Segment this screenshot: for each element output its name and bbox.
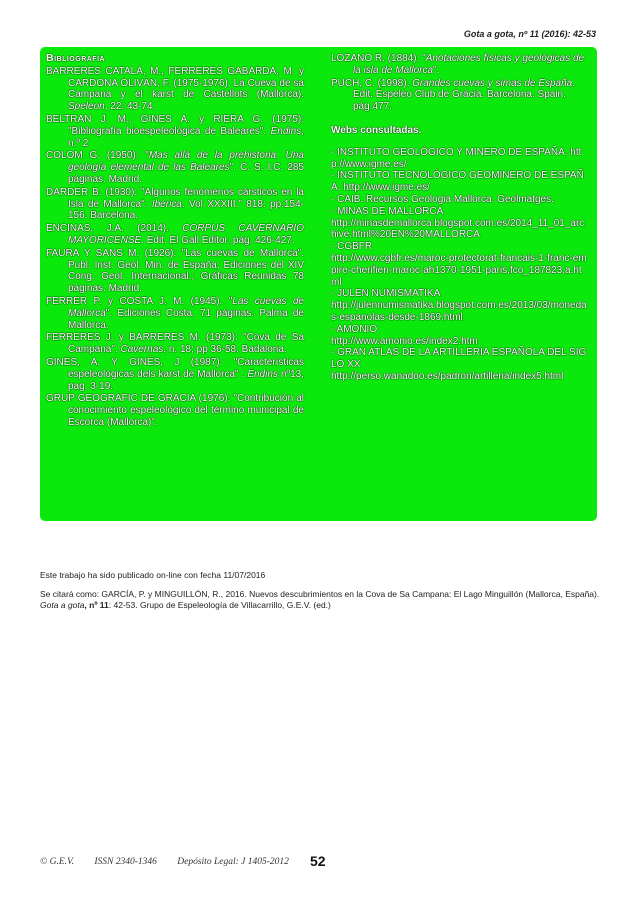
reference-entry xyxy=(331,53,589,77)
citation-issue: , nº 11 xyxy=(84,600,109,610)
reference-italic-part: Grandes cuevas y simas de España xyxy=(412,77,573,89)
footer-deposito: Depósito Legal: J 1405-2012 xyxy=(177,857,289,867)
reference-entry xyxy=(46,223,304,247)
reference-text-part: ENCINAS, J.A. (2014). xyxy=(46,223,183,235)
website-name: - AMONIO xyxy=(331,323,378,335)
footer-copyright: © G.E.V. xyxy=(40,857,74,867)
website-name: - GRAN ATLAS DE LA ARTILLERÍA ESPAÑOLA DEL SIGLO XX xyxy=(331,347,587,371)
reference-text-part: . Edit. Espeleo Club de Gràcia. Barcelona. Spain. pág.477. xyxy=(353,77,576,113)
reference-text-part: ". Ediciones Costa. 71 páginas. Palma de Mallorca. xyxy=(68,307,304,331)
reference-italic-part: Speleon xyxy=(68,101,105,113)
reference-text-part: FERRERES J. y BARRERES M. (1973): "Cova de Sa Campana". xyxy=(46,332,304,356)
website-name: - CGBFR xyxy=(331,241,373,253)
bibliography-title: Bibliografía xyxy=(46,52,106,64)
citation-pages: : 42-53. Grupo de Espeleología de Villacarrillo, G.E.V. (ed.) xyxy=(108,600,331,610)
reference-text-part: LOZANO R. (1884): " xyxy=(331,53,426,64)
reference-italic-part: Ibérica xyxy=(151,198,182,210)
reference-entry xyxy=(46,187,304,222)
citation-text: Se citará como: GARCÍA, P. y MINGUILLÓN, R., 2016. Nuevos descubrimientos en la Cova de Sa Campana: El Lago Minguillón (Mallorca, España). xyxy=(40,589,600,599)
reference-italic-part: Endins xyxy=(270,125,302,137)
reference-text-part: FERRER P. y COSTA J. M. (1945). " xyxy=(46,295,233,307)
reference-text-part: PUCH, C. (1998). xyxy=(331,77,413,89)
reference-entry xyxy=(46,393,304,428)
reference-text-part: ". xyxy=(433,64,440,76)
running-header: Gota a gota, nº 11 (2016): 42-53 xyxy=(463,29,596,39)
left-reference-list xyxy=(46,66,304,429)
citation-note xyxy=(40,589,600,611)
website-url[interactable]: http://www.amonio.es/index2.htm xyxy=(331,335,478,347)
bibliography-left-column xyxy=(46,53,304,430)
website-name: - CAIB. Recursos Geologia Mallorca. Geolmatges. xyxy=(331,193,554,205)
right-reference-list xyxy=(331,53,589,113)
reference-entry xyxy=(46,114,304,149)
reference-text-part: ". C. S. I.C. 285 páginas. Madrid. xyxy=(68,162,304,185)
website-url[interactable]: http://minasdemallorca.blogspot.com.es/2014_11_01_archive.html%20EN%20MALLORCA xyxy=(331,217,585,241)
website-list xyxy=(331,147,589,383)
reference-entry xyxy=(46,248,304,295)
reference-entry xyxy=(46,332,304,356)
reference-entry xyxy=(46,296,304,331)
reference-text-part: COLOM G. (1950): " xyxy=(46,150,149,162)
website-name: - INSTITUTO GEOLÓGICO Y MINERO DE ESPAÑA. http://www.igme.es/ xyxy=(331,146,582,170)
reference-entry xyxy=(331,78,589,113)
reference-italic-part: Cavernas xyxy=(120,344,164,356)
reference-text-part: , n.º 2 xyxy=(68,125,304,149)
reference-text-part: . Edit. El Gall Editor. pág. 426-427. xyxy=(141,234,295,246)
publication-note: Este trabajo ha sido publicado on-line con fecha 11/07/2016 xyxy=(40,570,266,580)
reference-italic-part: Mas allá de la prehistoria. Una geología elemental de las Baleares xyxy=(68,150,304,174)
reference-italic-part: CORPUS CAVERNARIO MAYORICENSE xyxy=(68,223,304,246)
reference-text-part: DARDER B. (1930): "Algunos fenómenos cársticos en la Isla de Mallorca". xyxy=(46,186,304,210)
reference-entry xyxy=(46,150,304,185)
citation-journal: Gota a gota xyxy=(40,600,85,610)
website-url[interactable]: http://www.cgbfr.es/maroc-protectorat-francais-1-franc-empire-cherifien-maroc-ah1370-1951-paris,fco_187823,a.html xyxy=(331,252,587,288)
reference-text-part: . Vol XXXIII." 818: pp.154-156. Barcelona. xyxy=(68,198,304,222)
website-url[interactable]: http://julennumismatika.blogspot.com.es/2013/03/monedas-espanolas-desde-1869.html xyxy=(331,300,587,323)
reference-italic-part: Las cuevas de Mallorca xyxy=(68,295,304,319)
websites-title: Webs consultadas. xyxy=(331,124,422,136)
reference-text-part: FAURA Y SANS M. (1926): "Las cuevas de Mallorca". Publ. Inst. Geol. Min. de España; Ediciones del XIV Cong. Geol. Internacional.; Gráficas Reunidas 78 páginas. Madrid. xyxy=(46,247,304,295)
reference-text-part: . n. 18; pp 36-58. Badalona. xyxy=(163,344,287,356)
reference-text-part: nº13, pag. 3-19. xyxy=(68,368,304,392)
reference-entry xyxy=(46,66,304,113)
reference-italic-part: Anotaciones físicas y geológicas de la isla de Mallorca xyxy=(353,53,585,76)
reference-text-part: GRUP GEOGRÀFIC DE GRÀCIA (1976): "Contribución al conocimiento espeleológico del término municipal de Escorca (Mallorca)". xyxy=(46,393,304,428)
website-name: - INSTITUTO TECNOLÓGICO GEOMINERO DE ESPAÑA. http://www.igme.es/ xyxy=(331,170,584,194)
website-url[interactable]: http://perso.wanadoo.es/padron/artilleria/index5.html xyxy=(331,370,564,382)
bibliography-right-column xyxy=(331,53,589,383)
website-name: - JULEN NUMISMATIKA xyxy=(331,288,441,300)
website-name: - MINAS DE MALLORCA xyxy=(331,205,444,217)
page-footer xyxy=(40,857,307,867)
footer-issn: ISSN 2340-1346 xyxy=(94,857,157,867)
page-number: 52 xyxy=(310,853,326,869)
reference-text-part: BELTRAN J. M., GINES A. y RIERA G. (1975): "Bibliografía bioespeleológica de Baleares". xyxy=(46,113,304,137)
reference-text-part: , 22: 43-74. xyxy=(104,101,156,113)
reference-italic-part: Endins xyxy=(247,368,278,380)
reference-text-part: BARRERES CATALÁ, M., FERRERES GABARDA, M. y CARDONA OLIVÁN, F. (1975-1976). La Cueva de sa Campana y el karst de Castellots (Mallorca). xyxy=(46,65,304,101)
reference-text-part: GINÉS, A. Y GINÉS, J (1987): "Características espeleológicas dels karst de Mallorca" . xyxy=(46,356,304,380)
reference-entry xyxy=(46,357,304,392)
bibliography-panel xyxy=(40,47,597,521)
